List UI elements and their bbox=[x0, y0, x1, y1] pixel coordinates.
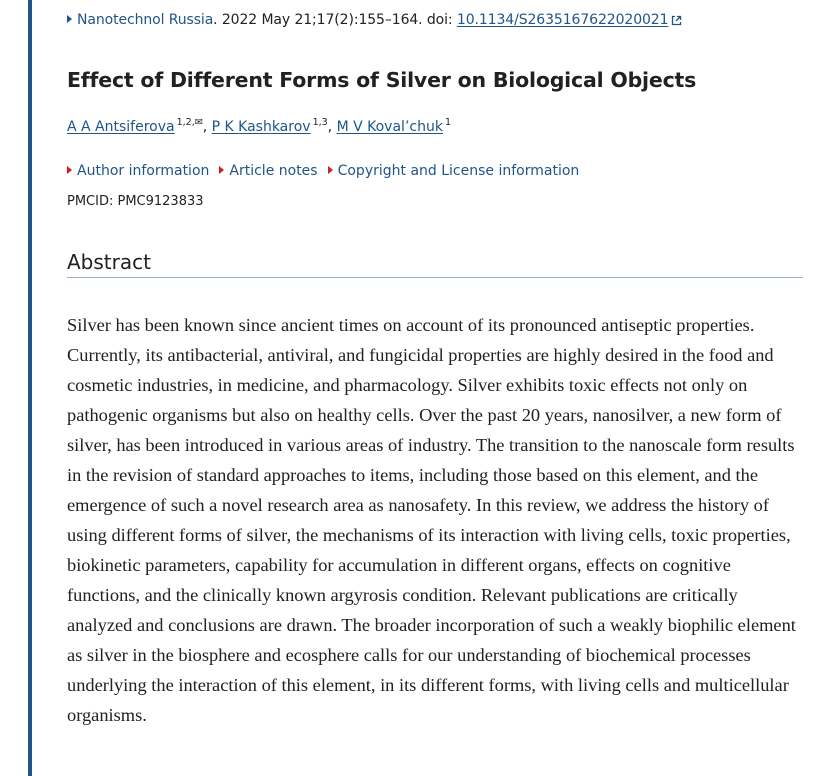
abstract-heading: Abstract bbox=[67, 250, 803, 278]
author-separator: , bbox=[202, 119, 212, 135]
toggle-label: Article notes bbox=[229, 163, 318, 179]
author-separator: , bbox=[327, 119, 337, 135]
info-toggles bbox=[67, 163, 589, 179]
expand-triangle-icon bbox=[67, 166, 72, 174]
doi-link[interactable]: 10.1134/S2635167622020021 bbox=[456, 12, 669, 28]
author-link[interactable]: P K Kashkarov bbox=[211, 119, 311, 135]
expand-triangle-icon[interactable] bbox=[67, 15, 72, 23]
abstract-text: Silver has been known since ancient times on account of its pronounced antiseptic properties. Currently, its antibacterial, antiviral, and fungicidal properties are highly desired in the food and cosmetic industries, in medicine, and pharmacology. Silver exhibits toxic effects not only on pathogenic organisms but also on healthy cells. Over the past 20 years, nanosilver, a new form of silver, has been introduced in various areas of industry. The transition to the nanoscale form results in the revision of standard approaches to items, including those based on this element, and the emergence of such a novel research area as nanosafety. In this review, we address the history of using different forms of silver, the mechanisms of its interaction with living cells, toxic properties, biokinetic parameters, capability for accumulation in different organs, effects on cognitive functions, and the clinically known argyrosis condition. Relevant publications are critically analyzed and conclusions are drawn. The broader incorporation of such a weakly biophilic element as silver in the biosphere and ecosphere calls for our understanding of biochemical processes underlying the interaction of this element, in its different forms, with living cells and multicellular organisms. bbox=[67, 315, 796, 725]
external-link-icon[interactable] bbox=[671, 15, 682, 26]
left-accent-rule bbox=[28, 0, 32, 776]
toggle-label: Copyright and License information bbox=[337, 163, 580, 179]
toggle-label: Author information bbox=[77, 163, 210, 179]
article-notes-toggle[interactable] bbox=[219, 163, 317, 179]
author-affiliation-sup[interactable]: 1,3 bbox=[312, 117, 328, 128]
journal-link[interactable]: Nanotechnol Russia bbox=[77, 12, 214, 28]
citation-details: . 2022 May 21;17(2):155–164. doi: bbox=[213, 12, 457, 28]
article-title: Effect of Different Forms of Silver on Biological Objects bbox=[67, 68, 697, 92]
author-link[interactable]: A A Antsiferova bbox=[67, 119, 175, 135]
author-link[interactable]: M V Koval’chuk bbox=[336, 119, 443, 135]
expand-triangle-icon bbox=[328, 166, 333, 174]
citation-line bbox=[67, 12, 682, 28]
expand-triangle-icon bbox=[219, 166, 224, 174]
author-affiliation-sup[interactable]: 1,2,✉ bbox=[176, 117, 203, 128]
author-list bbox=[67, 117, 451, 135]
author-affiliation-sup[interactable]: 1 bbox=[444, 117, 451, 128]
author-information-toggle[interactable] bbox=[67, 163, 209, 179]
copyright-license-toggle[interactable] bbox=[328, 163, 580, 179]
pmcid: PMCID: PMC9123833 bbox=[67, 194, 204, 209]
